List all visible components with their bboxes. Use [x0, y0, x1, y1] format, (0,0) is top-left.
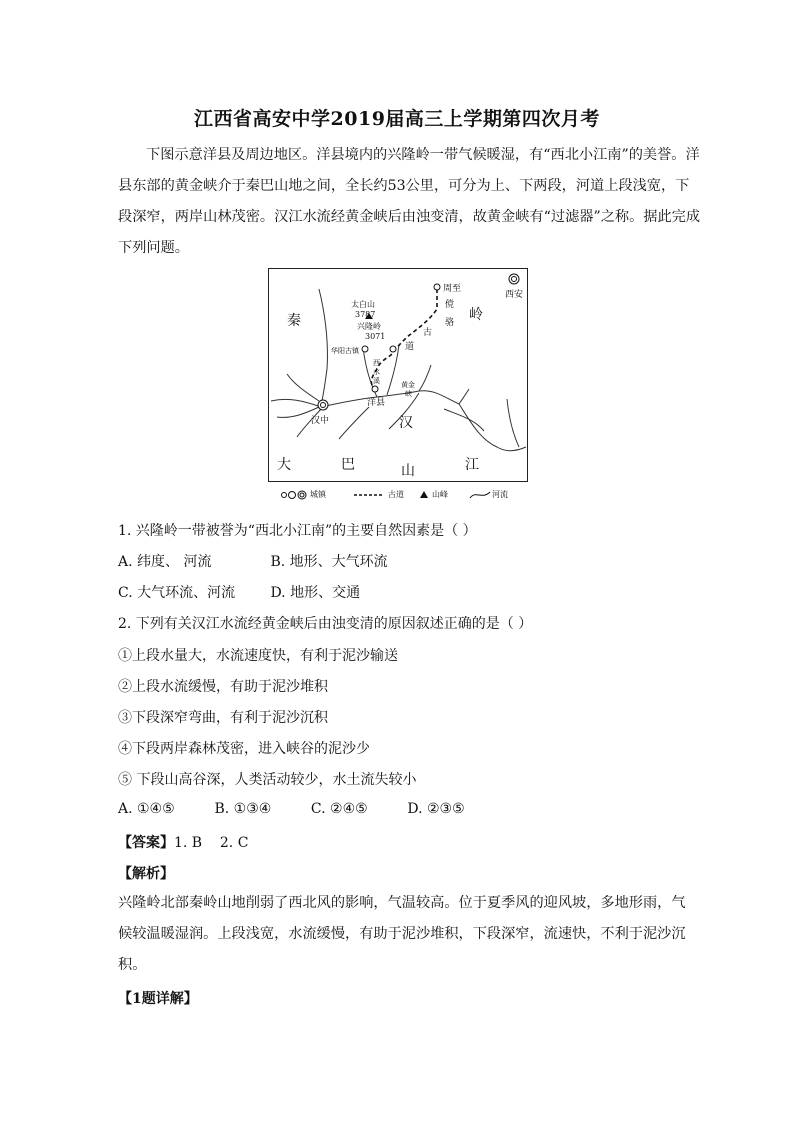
label-xinglong: 兴隆岭 [357, 322, 381, 331]
label-xi: 西 [373, 359, 380, 367]
legend-town-icon-mid [289, 492, 296, 499]
answer-label: 【答案】 [118, 835, 174, 851]
option-2d: D. ②③⑤ [407, 801, 465, 817]
analysis-paragraph: 兴隆岭北部秦岭山地削弱了西北风的影响，气温较高。位于夏季风的迎风坡，多地形雨，气候较温暖湿润。上段浅宽，水流缓慢，有助于泥沙堆积，下段深窄，流速快，不利于泥沙沉积。 [118, 895, 686, 973]
question-1-stem: 1. 兴隆岭一带被誉为“西北小江南”的主要自然因素是（ ） [118, 523, 477, 539]
river-tributary [459, 389, 469, 404]
label-shui: 水 [373, 368, 380, 376]
label-hanzhong: 汉中 [311, 416, 330, 426]
legend-peak-icon [420, 491, 428, 498]
question-2-options [118, 801, 465, 817]
xian-marker-inner [512, 277, 517, 282]
river-tributary [319, 289, 327, 405]
label-xia: 峡 [405, 390, 412, 398]
label-dao: 道 [405, 342, 415, 352]
label-tang: 傥 [445, 300, 455, 310]
option-1c: C. 大气环流、河流 [118, 585, 236, 601]
page-title: 江西省高安中学2019届高三上学期第四次月考 [194, 108, 600, 130]
statement-5: ⑤ 下段山高谷深，人类活动较少，水土流失较小 [118, 772, 417, 788]
map-figure [268, 268, 528, 482]
label-taibai: 太白山 [351, 300, 375, 309]
option-2b: B. ①③④ [214, 801, 272, 817]
label-da: 大 [277, 457, 291, 473]
answer-text: 1. B 2. C [174, 835, 249, 851]
detail-label: 【1题详解】 [118, 991, 198, 1007]
label-luo: 骆 [445, 318, 455, 328]
option-1b: B. 地形、大气环流 [270, 554, 388, 570]
analysis-label: 【解析】 [118, 866, 174, 882]
statement-3: ③下段深窄弯曲，有利于泥沙沉积 [118, 710, 328, 726]
option-2c: C. ②④⑤ [310, 801, 368, 817]
intro-paragraph: 下图示意洋县及周边地区。洋县境内的兴隆岭一带气候暖湿，有“西北小江南”的美誉。洋县东部的黄金峡介于秦巴山地之间，全长约53公里，可分为上、下两段，河道上段浅宽，下段深窄，两岸山林茂密。汉江水流经黄金峡后由浊变清，故黄金峡有“过滤器”之称。据此完成下列问题。 [118, 147, 701, 256]
label-huangjin: 黄金 [401, 381, 415, 389]
label-xinglong-height: 3071 [365, 332, 386, 341]
label-xian: 西安 [505, 290, 524, 300]
statement-4: ④下段两岸森林茂密，进入峡谷的泥沙少 [118, 741, 370, 757]
river-tributary [419, 365, 431, 391]
label-gu: 古 [423, 328, 433, 338]
huayang-marker [362, 346, 368, 352]
zhouzhi-marker [434, 284, 440, 290]
label-qin: 秦 [287, 313, 301, 329]
legend-peak-label: 山峰 [432, 490, 448, 499]
question-2-stem: 2. 下列有关汉江水流经黄金峡后由浊变清的原因叙述正确的是（ ） [118, 616, 533, 632]
label-she: 溪 [373, 377, 380, 385]
river-tributary [507, 399, 519, 447]
legend-road-label: 古道 [388, 490, 404, 499]
option-2a: A. ①④⑤ [118, 801, 175, 817]
label-ba: 巴 [341, 457, 355, 473]
label-shan: 山 [401, 463, 415, 479]
question-1-options-row-1 [118, 551, 388, 571]
hanzhong-marker-inner [321, 403, 326, 408]
option-1d: D. 地形、交通 [270, 585, 361, 601]
legend-town-icon-large-inner [300, 493, 304, 497]
legend-river-label: 河流 [492, 490, 508, 499]
label-ling: 岭 [469, 307, 483, 323]
map-legend [280, 488, 540, 502]
map-svg [269, 269, 527, 481]
label-yangxian: 洋县 [367, 398, 386, 408]
statement-1: ①上段水量大，水流速度快，有利于泥沙输送 [118, 648, 398, 664]
river-tributary [339, 407, 369, 439]
legend-town-icon-small [282, 493, 287, 498]
label-taibai-height: 3787 [355, 310, 376, 319]
xinglong-marker [390, 346, 396, 352]
river-tributary [287, 374, 319, 401]
yangxian-marker [372, 386, 378, 392]
label-jiang: 江 [465, 457, 479, 473]
label-han: 汉 [399, 415, 413, 431]
answer-line [118, 832, 248, 852]
statement-2: ②上段水流缓慢，有助于泥沙堆积 [118, 679, 328, 695]
label-huayang: 华阳古镇 [331, 347, 359, 355]
option-1a: A. 纬度、 河流 [118, 554, 212, 570]
legend-town-label: 城镇 [310, 490, 326, 499]
label-zhouzhi: 周至 [443, 284, 462, 294]
legend-river-icon [470, 492, 490, 498]
question-1-options-row-2 [118, 582, 360, 602]
